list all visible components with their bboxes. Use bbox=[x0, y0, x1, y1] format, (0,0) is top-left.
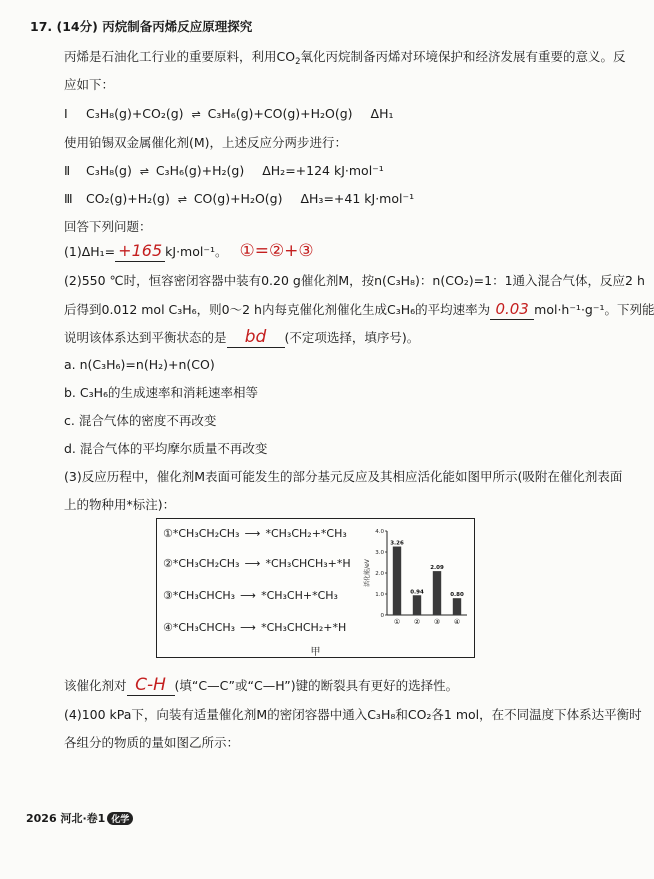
arrow-right-icon: ⟶ bbox=[240, 621, 256, 634]
option-c: c. 混合气体的密度不再改变 bbox=[64, 413, 217, 428]
y-tick-label: 3.0 bbox=[375, 550, 384, 556]
part-1: (1)ΔH₁= +165 kJ·mol⁻¹。 ①=②+③ bbox=[64, 241, 314, 261]
answer-prompt: 回答下列问题： bbox=[64, 219, 152, 234]
intro-line-1: 丙烯是石油化工行业的重要原料，利用$CO_2$氧化丙烷制备丙烯对环境保护和经济发展有重要的意义。反 bbox=[64, 49, 626, 67]
handwritten-note: ①=②+③ bbox=[239, 241, 314, 261]
bar-value-label: 0.80 bbox=[450, 592, 464, 599]
answer-blank-1[interactable]: +165 bbox=[115, 242, 165, 262]
y-tick-label: 1.0 bbox=[375, 592, 384, 598]
part-3-line-2: 上的物种用*标注)： bbox=[64, 497, 176, 512]
part-3-line-1: (3)反应历程中，催化剂M表面可能发生的部分基元反应及其相应活化能如图甲所示(吸附在催化剂表面 bbox=[64, 469, 623, 484]
option-b: b. C₃H₆的生成速率和消耗速率相等 bbox=[64, 385, 259, 400]
bar bbox=[413, 595, 421, 615]
equilibrium-arrow-icon: ⇌ bbox=[177, 193, 186, 206]
bar bbox=[433, 571, 441, 615]
question-header bbox=[30, 18, 252, 36]
figure-reaction-2: ②*CH₃CH₂CH₃ ⟶ *CH₃CHCH₃+*H bbox=[163, 557, 351, 570]
equilibrium-arrow-icon: ⇌ bbox=[139, 165, 148, 178]
reaction-III: Ⅲ CO₂(g)+H₂(g) ⇌ CO(g)+H₂O(g) ΔH₃=+41 kJ·mol⁻¹ bbox=[64, 190, 414, 209]
y-tick-label: 4.0 bbox=[375, 529, 384, 535]
activation-energy-chart bbox=[363, 525, 469, 633]
y-axis-label: 活化能/eV bbox=[364, 559, 371, 587]
part-2-line-2: 后得到0.012 mol C₃H₆，则0～2 h内每克催化剂催化生成C₃H₆的平均速率为 0.03 mol·h⁻¹·g⁻¹。下列能 bbox=[64, 300, 654, 318]
part-2-line-1: (2)550 ℃时，恒容密闭容器中装有0.20 g催化剂M，按n(C₃H₈)：n(CO₂)=1：1通入混合气体，反应2 h bbox=[64, 273, 645, 288]
bar-value-label: 2.09 bbox=[430, 565, 444, 572]
figure-jia bbox=[156, 518, 475, 658]
figure-caption: 甲 bbox=[310, 647, 321, 658]
answer-blank-choice[interactable]: bd bbox=[227, 328, 285, 348]
question-number: 17. bbox=[30, 19, 53, 34]
arrow-right-icon: ⟶ bbox=[244, 527, 261, 540]
category-label: ③ bbox=[433, 618, 441, 626]
part-3-answer: 该催化剂对 C-H (填“C—C”或“C—H”)键的断裂具有更好的选择性。 bbox=[64, 675, 459, 695]
question-points: (14分) bbox=[56, 19, 98, 34]
reaction-II: Ⅱ C₃H₈(g) ⇌ C₃H₆(g)+H₂(g) ΔH₂=+124 kJ·mol⁻¹ bbox=[64, 162, 384, 181]
part-4-line-2: 各组分的物质的量如图乙所示： bbox=[64, 735, 240, 750]
option-a: a. n(C₃H₆)=n(H₂)+n(CO) bbox=[64, 357, 215, 372]
bar-value-label: 0.94 bbox=[410, 589, 424, 596]
intro-line-2: 应如下： bbox=[64, 77, 115, 92]
equilibrium-arrow-icon: ⇌ bbox=[191, 108, 200, 121]
bar bbox=[393, 547, 401, 615]
figure-reaction-3: ③*CH₃CHCH₃ ⟶ *CH₃CH+*CH₃ bbox=[163, 589, 338, 602]
figure-reaction-1: ①*CH₃CH₂CH₃ ⟶ *CH₃CH₂+*CH₃ bbox=[163, 527, 347, 540]
reaction-I: Ⅰ C₃H₈(g)+CO₂(g) ⇌ C₃H₆(g)+CO(g)+H₂O(g) ΔH₁ bbox=[64, 105, 394, 124]
bar-value-label: 3.26 bbox=[390, 540, 404, 547]
subject-badge: 化学 bbox=[107, 812, 133, 825]
answer-blank-bond[interactable]: C-H bbox=[127, 676, 175, 696]
figure-reaction-4: ④*CH₃CHCH₃ ⟶ *CH₃CHCH₂+*H bbox=[163, 621, 347, 634]
answer-blank-rate[interactable]: 0.03 bbox=[490, 300, 534, 320]
question-title: 丙烷制备丙烯反应原理探究 bbox=[102, 19, 253, 34]
y-tick-label: 2.0 bbox=[375, 571, 384, 577]
part-2-line-3: 说明该体系达到平衡状态的是 bd (不定项选择，填序号)。 bbox=[64, 327, 420, 347]
option-d: d. 混合气体的平均摩尔质量不再改变 bbox=[64, 441, 268, 456]
category-label: ① bbox=[393, 618, 401, 626]
part-4-line-1: (4)100 kPa下，向装有适量催化剂M的密闭容器中通入C₃H₈和CO₂各1 mol，在不同温度下体系达平衡时 bbox=[64, 707, 642, 722]
arrow-right-icon: ⟶ bbox=[240, 589, 256, 602]
category-label: ② bbox=[413, 618, 421, 626]
arrow-right-icon: ⟶ bbox=[244, 557, 261, 570]
bar bbox=[453, 598, 461, 615]
page-footer: 2026 河北·卷1 化学 bbox=[26, 810, 133, 826]
category-label: ④ bbox=[453, 618, 461, 626]
catalyst-line: 使用铂锡双金属催化剂(M)，上述反应分两步进行： bbox=[64, 135, 348, 150]
y-tick-label: 0 bbox=[380, 613, 384, 619]
